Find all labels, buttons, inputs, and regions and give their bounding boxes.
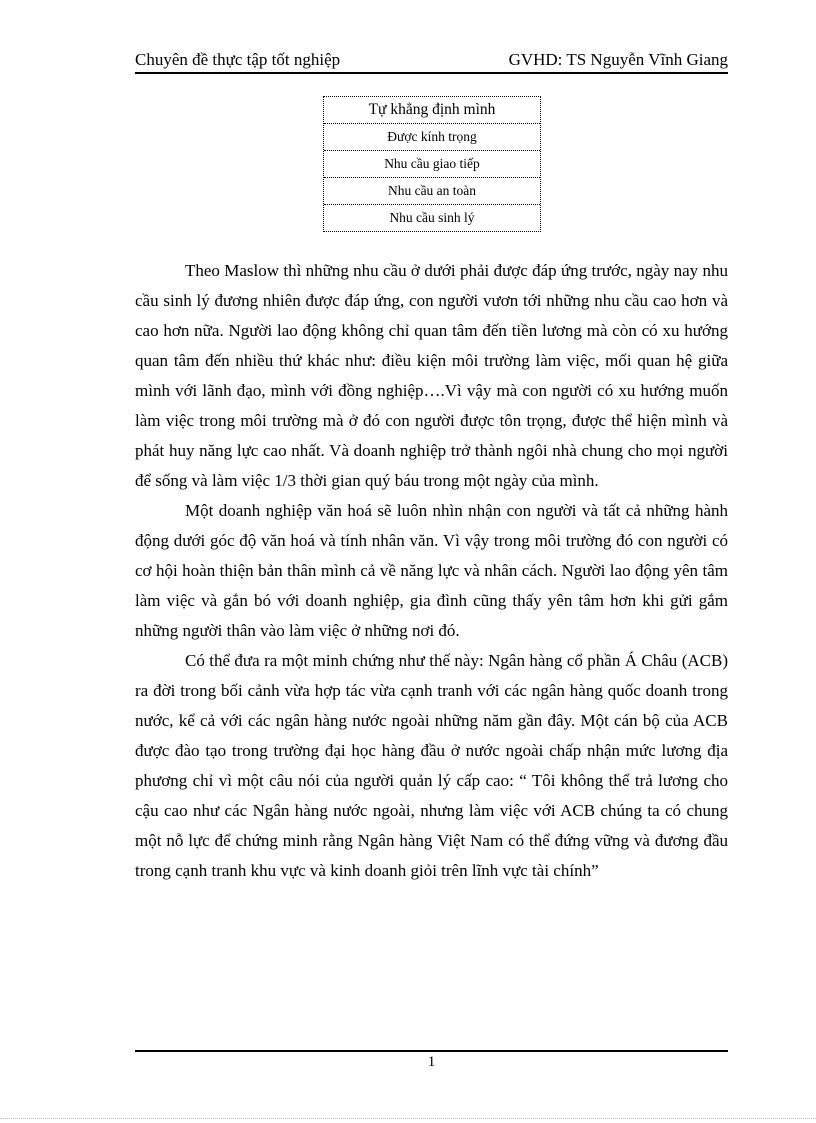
hierarchy-level-self-actualization: Tự khẳng định mình [368,101,496,118]
header-document-title: Chuyên đề thực tập tốt nghiệp [135,50,341,69]
paragraph-acb-example: Có thể đưa ra một minh chứng như thế này: Ngân hàng cổ phần Á Châu (ACB) ra đời trong bối cảnh vừa hợp tác vừa cạnh tranh với các ngân hàng quốc doanh trong nước, kể cả với các ngân hàng nước ngoài những năm gần đây. Một cán bộ của ACB được đào tạo trong trường đại học hàng đầu ở nước ngoài chấp nhận mức lương địa phương chỉ vì một câu nói của người quản lý cấp cao: “ Tôi không thể trả lương cho cậu cao như các Ngân hàng nước ngoài, nhưng làm việc với ACB chúng ta có chung một nỗ lực để chứng minh rằng Ngân hàng Việt Nam có thể đứng vững và đương đầu trong cạnh tranh khu vực và kinh doanh giỏi trên lĩnh vực tài chính” [135,651,728,880]
hierarchy-level-social: Nhu cầu giao tiếp [324,150,540,177]
maslow-hierarchy-table [323,96,541,232]
page-bottom-divider [0,1118,816,1119]
body-text [135,256,728,886]
page-header [135,48,728,74]
paragraph-cultural-enterprise: Một doanh nghiệp văn hoá sẽ luôn nhìn nhận con người và tất cả những hành động dưới góc độ văn hoá và tính nhân văn. Vì vậy trong môi trường đó con người có cơ hội hoàn thiện bản thân mình cả về năng lực và nhân cách. Người lao động yên tâm làm việc và gắn bó với doanh nghiệp, gia đình cũng thấy yên tâm hơn khi gửi gắm những người thân vào làm việc ở những nơi đó. [135,501,728,640]
footer-rule [135,1050,728,1052]
hierarchy-level-safety: Nhu cầu an toàn [324,177,540,204]
hierarchy-level-physiological: Nhu cầu sinh lý [324,204,540,231]
hierarchy-level-esteem: Được kính trọng [324,123,540,150]
page-number: 1 [427,1054,436,1070]
header-supervisor: GVHD: TS Nguyễn Vĩnh Giang [508,50,728,69]
paragraph-maslow: Theo Maslow thì những nhu cầu ở dưới phải được đáp ứng trước, ngày nay nhu cầu sinh lý đương nhiên được đáp ứng, con người vươn tới những nhu cầu cao hơn và cao hơn nữa. Người lao động không chỉ quan tâm đến tiền lương mà còn có xu hướng quan tâm đến nhiều thứ khác như: điều kiện môi trường làm việc, mối quan hệ giữa mình với lãnh đạo, mình với đồng nghiệp….Vì vậy mà con người có xu hướng muốn làm việc trong môi trường mà ở đó con người được tôn trọng, được thể hiện mình và phát huy năng lực cao nhất. Và doanh nghiệp trở thành ngôi nhà chung cho mọi người để sống và làm việc 1/3 thời gian quý báu trong một ngày của mình. [135,261,728,490]
